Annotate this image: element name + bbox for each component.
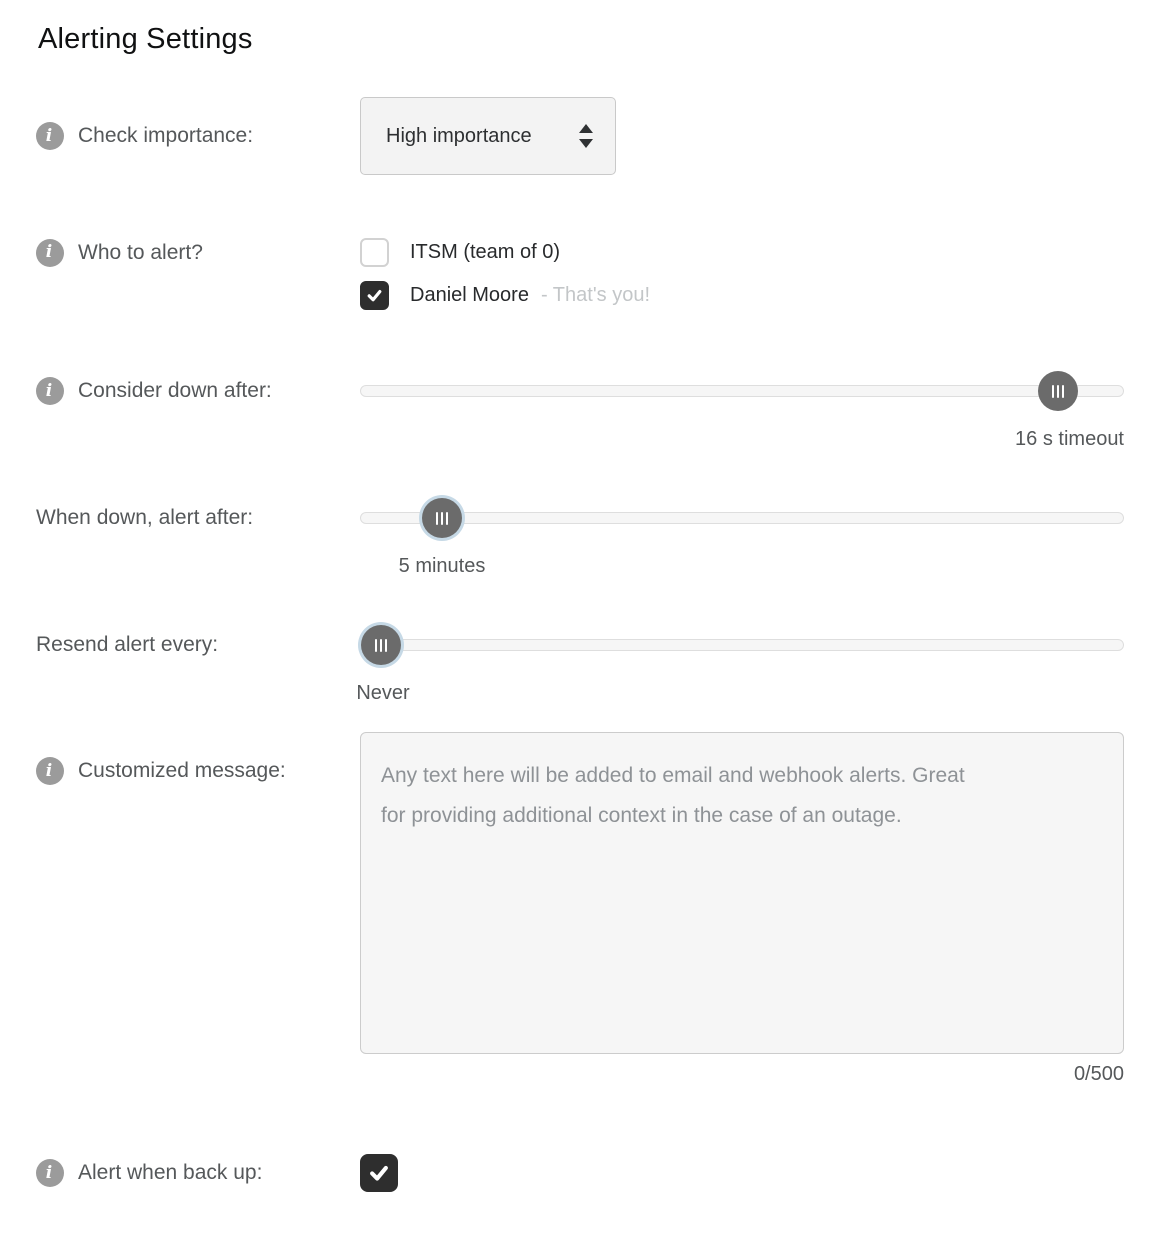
resend-slider — [360, 625, 1124, 665]
grip-icon — [380, 639, 382, 652]
grip-icon — [1057, 385, 1059, 398]
grip-icon — [441, 512, 443, 525]
importance-select-value: High importance — [386, 124, 532, 147]
arrow-down-icon — [579, 139, 593, 148]
alert-after-slider-handle[interactable] — [422, 498, 462, 538]
char-counter: 0/500 — [1073, 1063, 1124, 1085]
check-importance-label: Check importance: — [78, 124, 254, 147]
resend-slider-handle[interactable] — [361, 625, 401, 665]
who-to-alert-label-cell — [36, 238, 360, 267]
resend-slider-track[interactable] — [360, 639, 1124, 651]
when-down-alert-after-row — [36, 498, 1124, 577]
resend-alert-every-label-cell — [36, 625, 360, 665]
arrow-up-icon — [579, 124, 593, 133]
alert-when-back-up-row — [36, 1154, 1124, 1192]
page-title: Alerting Settings — [38, 23, 253, 55]
alert-after-value-wrap — [360, 538, 1124, 577]
who-to-alert-label: Who to alert? — [78, 240, 203, 264]
when-down-alert-after-label-cell — [36, 498, 360, 538]
timeout-slider — [360, 371, 1124, 411]
grip-icon — [436, 512, 438, 525]
resend-value-label: Never — [356, 682, 410, 704]
alert-after-value-label: 5 minutes — [398, 555, 486, 577]
info-icon[interactable]: i — [36, 122, 64, 150]
daniel-moore-checkbox[interactable] — [360, 281, 389, 310]
grip-icon — [385, 639, 387, 652]
customized-message-content — [360, 732, 1124, 1086]
resend-value-wrap — [356, 665, 1124, 704]
checkmark-icon — [368, 1162, 390, 1184]
list-item — [360, 281, 1124, 310]
check-importance-row — [36, 97, 1124, 175]
when-down-alert-after-label: When down, alert after: — [36, 506, 254, 529]
who-to-alert-row — [36, 238, 1124, 310]
alert-when-back-up-content — [360, 1154, 1124, 1192]
info-icon[interactable]: i — [36, 757, 64, 785]
grip-icon — [1052, 385, 1054, 398]
timeout-slider-track[interactable] — [360, 385, 1124, 397]
timeout-slider-handle[interactable] — [1038, 371, 1078, 411]
consider-down-after-label-cell — [36, 371, 360, 411]
alert-when-back-up-label-cell — [36, 1159, 360, 1187]
list-item — [360, 238, 1124, 267]
resend-alert-every-label: Resend alert every: — [36, 633, 219, 656]
customized-message-row — [36, 732, 1124, 1086]
resend-alert-every-row — [36, 625, 1124, 704]
grip-icon — [1062, 385, 1064, 398]
alert-after-slider — [360, 498, 1124, 538]
daniel-moore-label: Daniel Moore — [410, 284, 529, 306]
checkmark-icon — [366, 287, 383, 304]
info-icon[interactable]: i — [36, 239, 64, 267]
timeout-slider-col — [360, 371, 1124, 450]
consider-down-after-label: Consider down after: — [78, 379, 272, 402]
who-to-alert-content — [360, 238, 1124, 310]
alert-after-slider-col — [360, 498, 1124, 577]
alert-when-back-up-checkbox[interactable] — [360, 1154, 398, 1192]
importance-select[interactable] — [360, 97, 616, 175]
itsm-label: ITSM (team of 0) — [410, 241, 561, 263]
check-importance-label-cell — [36, 122, 360, 150]
resend-slider-col — [356, 625, 1124, 704]
grip-icon — [375, 639, 377, 652]
alert-when-back-up-label: Alert when back up: — [78, 1161, 263, 1184]
alert-after-slider-track[interactable] — [360, 512, 1124, 524]
itsm-checkbox[interactable] — [360, 238, 389, 267]
consider-down-after-row — [36, 371, 1124, 450]
info-icon[interactable]: i — [36, 1159, 64, 1187]
thats-you-suffix: - That's you! — [540, 284, 651, 306]
info-icon[interactable]: i — [36, 377, 64, 405]
grip-icon — [446, 512, 448, 525]
check-importance-content — [360, 97, 1124, 175]
customized-message-input[interactable] — [360, 732, 1124, 1054]
timeout-value-label: 16 s timeout — [1015, 428, 1124, 450]
alert-recipients-list — [360, 238, 1124, 310]
select-updown-arrows-icon — [579, 124, 593, 148]
customized-message-label-cell — [36, 732, 360, 785]
customized-message-label: Customized message: — [78, 759, 286, 782]
